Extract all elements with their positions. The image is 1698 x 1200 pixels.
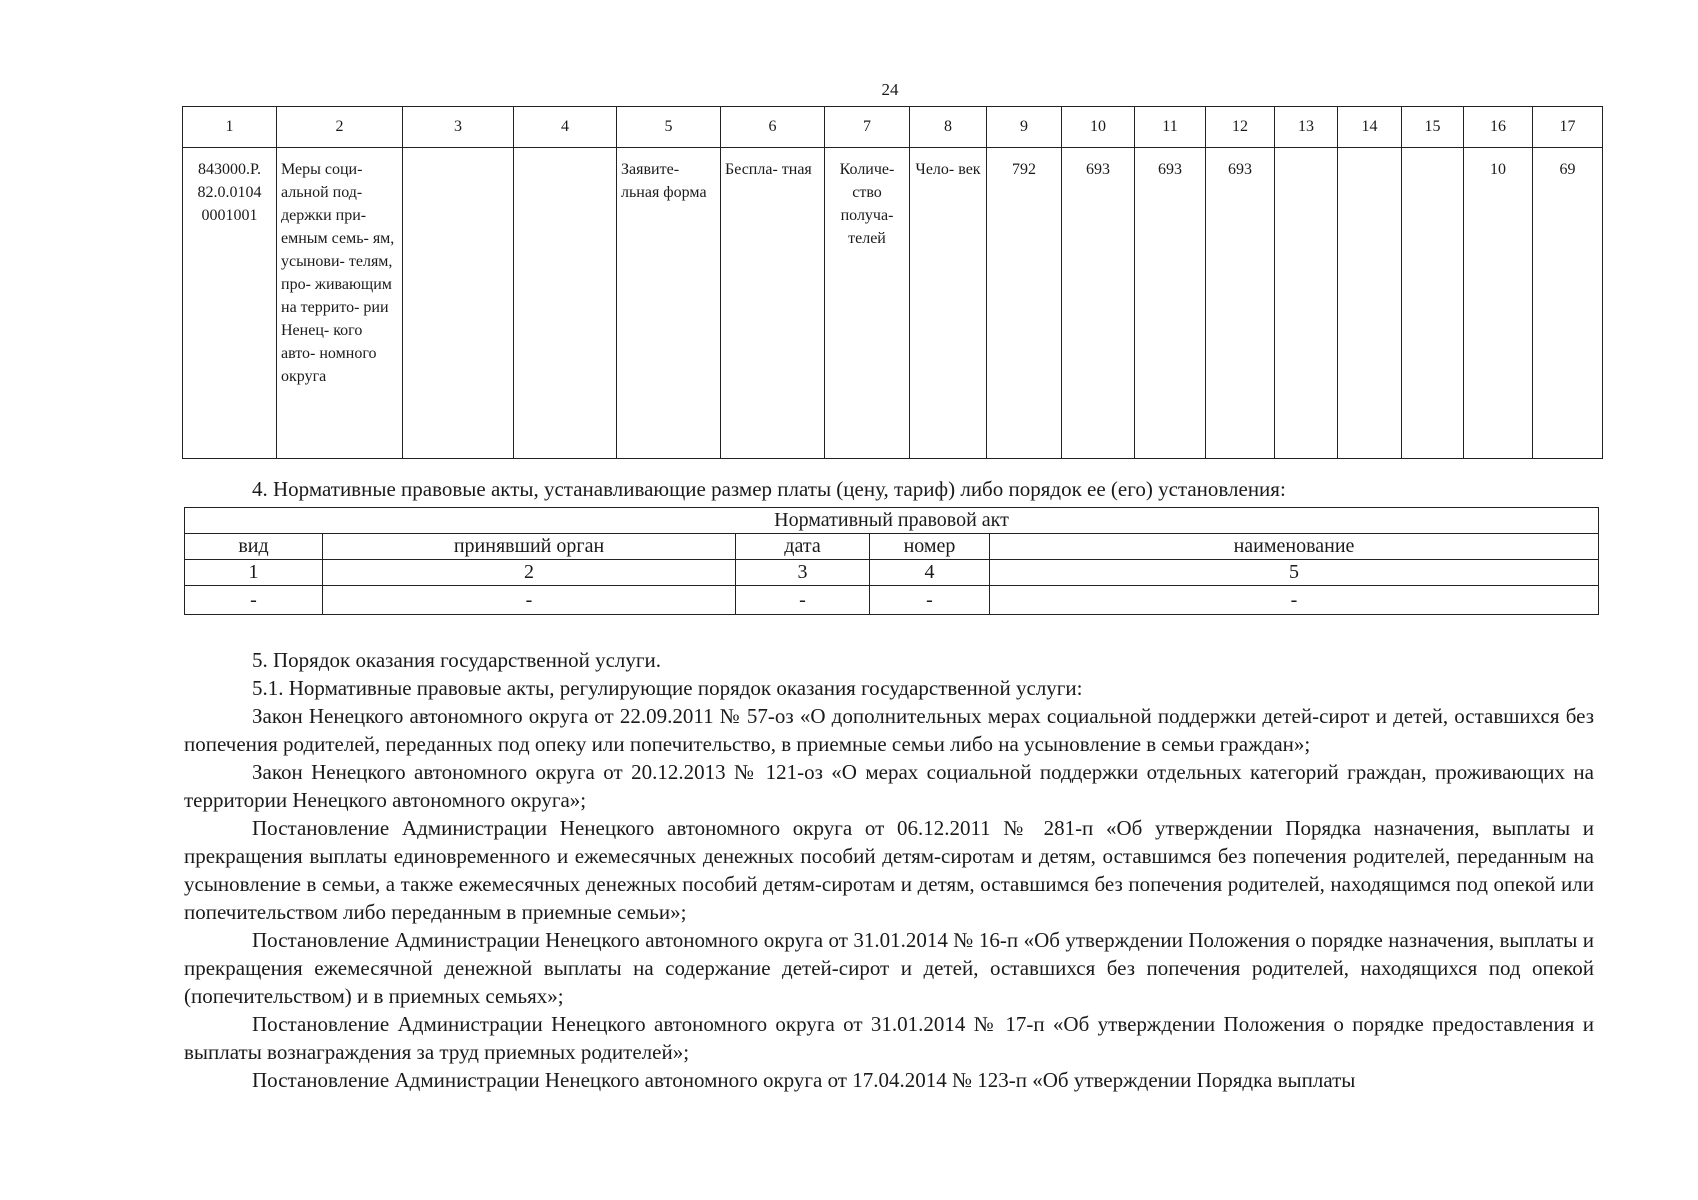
column-number: 4 xyxy=(514,107,617,148)
page-number: 24 xyxy=(881,80,899,99)
table-cell xyxy=(1338,148,1402,459)
column-number: 14 xyxy=(1338,107,1402,148)
section-4-title: 4. Нормативные правовые акты, устанавливающие размер платы (цену, тариф) либо порядок ее (его) установления: xyxy=(252,477,1286,501)
legal-act-paragraph: Постановление Администрации Ненецкого автономного округа от 17.04.2014 № 123-п «Об утверждении Порядка выплаты xyxy=(252,1068,1356,1092)
legal-act-paragraph: Постановление Администрации Ненецкого автономного округа от 31.01.2014 № 16-п «Об утверждении Положения о порядке назначения, выплаты и прекращения ежемесячной денежной выплаты на содержание детей-сирот и детей, оставшихся без попечения родителей, находящихся под опекой (попечительством) и в приемных семьях»; xyxy=(184,928,1594,1008)
deviation-cell: 69 xyxy=(1533,148,1603,459)
column-header: наименование xyxy=(990,534,1599,560)
table-cell: - xyxy=(323,586,736,615)
column-number: 2 xyxy=(277,107,403,148)
registry-code-cell: 843000.Р. 82.0.0104 0001001 xyxy=(183,148,277,459)
column-number: 1 xyxy=(183,107,277,148)
column-number: 7 xyxy=(825,107,910,148)
column-number: 8 xyxy=(910,107,987,148)
legal-act-paragraph: Постановление Администрации Ненецкого автономного округа от 31.01.2014 № 17-п «Об утверждении Положения о порядке предоставления и выплаты вознаграждения за труд приемных родителей»; xyxy=(184,1012,1594,1064)
value-cell: 792 xyxy=(987,148,1062,459)
column-number: 15 xyxy=(1402,107,1464,148)
table-row xyxy=(183,148,1603,459)
table-cell xyxy=(514,148,617,459)
service-form-cell: Заявите- льная форма xyxy=(617,148,721,459)
unit-cell: Чело- век xyxy=(910,148,987,459)
table-cell xyxy=(403,148,514,459)
column-number: 6 xyxy=(721,107,825,148)
section-5-1-title: 5.1. Нормативные правовые акты, регулирующие порядок оказания государственной услуги: xyxy=(252,676,1083,700)
service-name-cell: Меры соци- альной под- держки при- емным семь- ям, усынови- телям, про- живающим на террито- рии Ненец- кого авто- номного округа xyxy=(277,148,403,459)
column-number: 2 xyxy=(323,560,736,586)
section-5-title: 5. Порядок оказания государственной услуги. xyxy=(252,648,661,672)
group-header: Нормативный правовой акт xyxy=(185,508,1599,534)
deviation-cell: 10 xyxy=(1464,148,1533,459)
column-header: принявший орган xyxy=(323,534,736,560)
value-cell: 693 xyxy=(1062,148,1135,459)
table-cell: - xyxy=(185,586,323,615)
column-number: 13 xyxy=(1275,107,1338,148)
payment-cell: Бесплa- тная xyxy=(721,148,825,459)
column-header-row xyxy=(185,534,1599,560)
section-5 xyxy=(184,646,1594,1094)
column-number-row xyxy=(183,107,1603,148)
table-cell: - xyxy=(736,586,870,615)
table-cell: - xyxy=(990,586,1599,615)
legal-act-paragraph: Постановление Администрации Ненецкого автономного округа от 06.12.2011 № 281-п «Об утверждении Порядка назначения, выплаты и прекращения выплаты единовременного и ежемесячных денежных пособий детям-сиротам и детям, оставшимся без попечения родителей, переданным на усыновление в семьи, а также ежемесячных денежных пособий детям-сиротам и детям, оставшимся без попечения родителей, находящимся под опекой или попечительством либо переданным в приемные семьи»; xyxy=(184,816,1594,924)
column-number: 9 xyxy=(987,107,1062,148)
indicator-name-cell: Количе- ство получа- телей xyxy=(825,148,910,459)
column-header: дата xyxy=(736,534,870,560)
column-number: 11 xyxy=(1135,107,1206,148)
table-cell xyxy=(1402,148,1464,459)
service-volume-table xyxy=(182,106,1603,459)
value-cell: 693 xyxy=(1135,148,1206,459)
column-number: 5 xyxy=(990,560,1599,586)
column-header: вид xyxy=(185,534,323,560)
value-cell: 693 xyxy=(1206,148,1275,459)
group-header-row xyxy=(185,508,1599,534)
column-number: 5 xyxy=(617,107,721,148)
column-header: номер xyxy=(870,534,990,560)
legal-act-paragraph: Закон Ненецкого автономного округа от 22.09.2011 № 57-оз «О дополнительных мерах социальной поддержки детей-сирот и детей, оставшихся без попечения родителей, переданных под опеку или попечительство, в приемные семьи либо на усыновление в семьи граждан»; xyxy=(184,704,1594,756)
column-number: 1 xyxy=(185,560,323,586)
column-number: 10 xyxy=(1062,107,1135,148)
column-number: 16 xyxy=(1464,107,1533,148)
column-number: 3 xyxy=(736,560,870,586)
table-cell: - xyxy=(870,586,990,615)
column-number-row xyxy=(185,560,1599,586)
column-number: 12 xyxy=(1206,107,1275,148)
legal-act-paragraph: Закон Ненецкого автономного округа от 20.12.2013 № 121-оз «О мерах социальной поддержки отдельных категорий граждан, проживающих на территории Ненецкого автономного округа»; xyxy=(184,760,1594,812)
table-cell xyxy=(1275,148,1338,459)
table-row xyxy=(185,586,1599,615)
column-number: 3 xyxy=(403,107,514,148)
legal-acts-table xyxy=(184,507,1599,615)
column-number: 4 xyxy=(870,560,990,586)
column-number: 17 xyxy=(1533,107,1603,148)
